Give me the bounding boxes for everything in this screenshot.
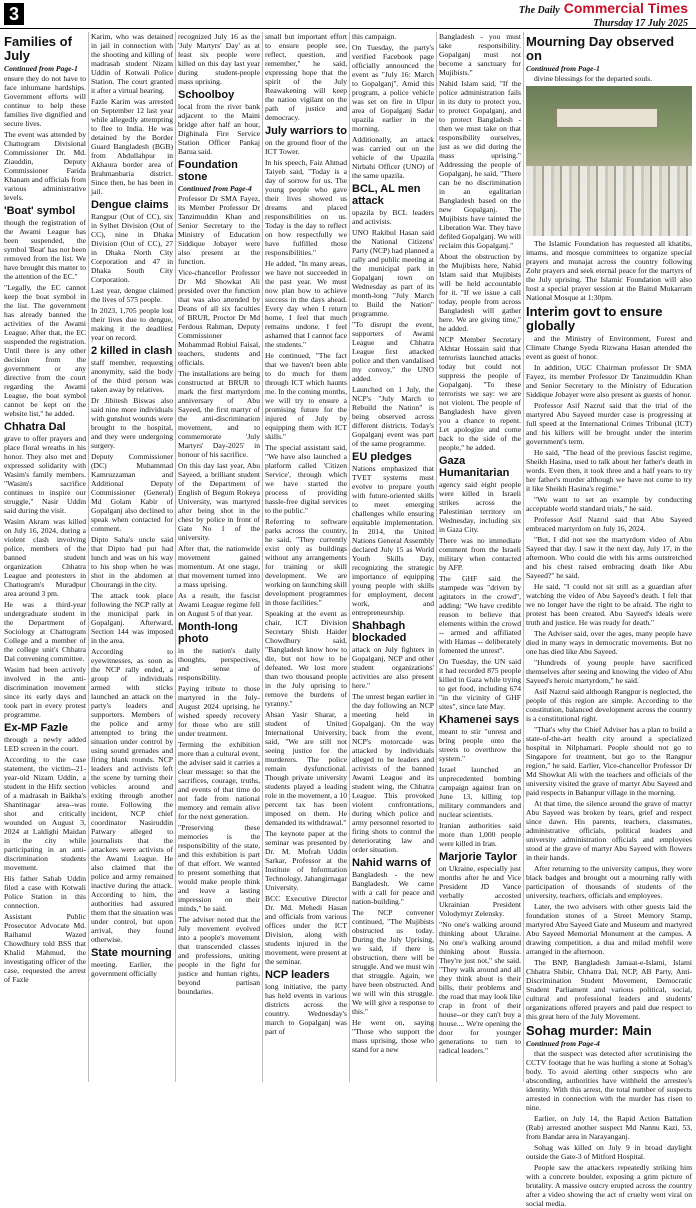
paragraph: UNO Rakibul Hasan said the National Citizens' Party (NCP) had planned a rally and public meeting at the municipal park in Gopalganj town on Wednesday as part of its month-long "July March to Build the Nation" programme. (352, 228, 434, 318)
paragraph: "But, I did not see the martyrdom video of Abu Sayeed that day. I saw it the next day, July 17, in the afternoon. Who could die with his arms outstretched and his chest raised embracing death like Abu Sayeed?" he said. (526, 535, 692, 580)
paragraph: "That's why the Chief Adviser has a plan to build a state-of-the-art health city around a specialized hospital in Nilphamari. People should not go to Singapore for treatment, but go to the Rangpur region," he said. Earlier, Vice-chancellor Professor Dr Md Showkat Ali with the teachers and officials of the university visited the grave of martyr Abu Sayeed and paid respects in Babanpur village in the morning. (526, 725, 692, 797)
headline-mourning-day: Mourning Day observed on (526, 34, 675, 63)
paragraph: Rangpur (Out of CC), six in Sylhet Division (Out of CC), nine in Dhaka Division (Out of CC), 27 in Dhaka North City Corporation and 47 in Dhaka South City Corporation. (91, 212, 173, 284)
paragraph: Professor Asif Nazrul said that Abu Sayeed embraced martyrdom on July 16, 2024. (526, 515, 692, 533)
paragraph: According to eyewitnesses, as soon as the NCP rally ended, a group of individuals armed with sticks launched an attack on the party's leaders and supporters. Members of the police and army attempted to bring the situation under control by using sound grenades and firing blank rounds. NCP leaders and activists left the scene by turning their vehicles around and exiting through another route. Following the incident, NCP chief coordinator Nasiruddin Patwary alleged to journalists that the attackers were activists of the Awami League. He also claimed that the police and army remained inactive during the attack. According to him, the authorities had assured them that the situation was under control, but upon arrival, they found otherwise. (91, 647, 173, 944)
paragraph: Later, the two advisers with other guests laid the foundation stones of a Street Memory Stamp, martyred Abu Sayeed Gate and Museum and martyred Abu Sayeed Memorial Monument at the campus. A drawing competition, a dua and milad mehfil were arranged in the afternoon. (526, 902, 692, 956)
column-1 (4, 32, 86, 1082)
headline-sohag-murder: Sohag murder: Main (526, 1023, 652, 1038)
headline-marjorie-taylor: Marjorie Taylor (439, 851, 518, 863)
paragraph: grave to offer prayers and place floral wreaths in his honor. They also met and expressed solidarity with Wasim's family members. "Wasim's sacrifice continues to inspire our struggle," Nasir Uddin said during the visit. (4, 434, 86, 515)
paragraph: Earlier, on July 14, the Rapid Action Battalion (Rab) arrested another suspect Md Nannu Kazi, 53, from Bandar area in Narayanganj. (526, 1114, 692, 1141)
paragraph: Bangladesh - you must take responsibility. Gopalganj must not become a sanctuary for Mujibists." (439, 32, 521, 77)
right-section (526, 32, 692, 1208)
column-rule (436, 32, 437, 1082)
paragraph: Iranian authorities said more than 1,000 people were killed in Iran. (439, 821, 521, 848)
paragraph: divine blessings for the departed souls. (534, 74, 653, 83)
paragraph: on Ukraine, especially just months after he and Vice President JD Vance verbally accosted Ukrainian President Volodymyr Zelensky. (439, 864, 521, 918)
paragraph: Professor Dr SMA Fayez, its Member Professor Dr Tanzimuddin Khan and Senior Secretary to the Ministry of Education Siddique Jobayer were also present at the function. (178, 194, 260, 266)
paragraph: The GHF said the stampede was "driven by agitators in the crowd", adding: "We have credible reason to believe that elements within the crowd -- armed and affiliated with Hamas -- deliberately fomented the unrest". (439, 574, 521, 655)
headline-boat-symbol: 'Boat' symbol (4, 205, 76, 217)
headline-2-killed-in-clash: 2 killed in clash (91, 345, 173, 357)
paragraph: The keynote paper at the seminar was presented by Dr. M. Mofrah Uddin Sarkar, Professor at the Institute of Information Technology, Jahangirnagar University. (265, 829, 347, 892)
paragraph: Deputy Commissioner (DC) Muhammad Kamruzzaman and Additional Deputy Commissioner (General) Md Golam Kabir of Gopalganj also declined to speak when contacted for comment. (91, 452, 173, 533)
paragraph: "We want to set an example by conducting acceptable world standard trials," he said. (526, 495, 692, 513)
paragraph: Wasim had been actively involved in the anti-discrimination movement since its early days and took part in every protest programme. (4, 665, 86, 719)
paragraph: On this day last year, Abu Sayeed, a brilliant student of the Department of English of Begum Rokeya University, was martyred after being shot in the chest by police in front of Gate No 1 of the university. (178, 461, 260, 542)
right-text (526, 1049, 692, 1208)
headline-khamenei-says: Khamenei says (439, 714, 520, 726)
column-rule (262, 32, 263, 1082)
paragraph: He said, "The head of the previous fascist regime, Sheikh Hasina, used to talk about her father's death in words. Even then, it took three and a half years to try her father's murder although we have not come to try it like Sheikh Hasina's regime." (526, 448, 692, 493)
paragraph: attack on July fighters in Gopalganj, NCP and other student organizations' activities are also present here." (352, 645, 434, 690)
paragraph: Professor Asif Nazrul said that the trial of the martyred Abu Sayeed murder case is progressing at full speed at the International Crimes Tribunal (ICT) and his killers will be brought under the interim government's term. (526, 401, 692, 446)
paragraph: His father Sahab Uddin filed a case with Kotwali Police Station in this connection. (4, 874, 86, 910)
headline-dengue-claims: Dengue claims (91, 199, 169, 211)
paragraph: "Hundreds of young people have sacrificed themselves after seeing and knowing the video of Abu Sayeed's heroic martyrdom," he said. (526, 658, 692, 685)
paragraph: Nations emphasized that TVET systems must evolve to prepare youth with future-oriented skills to meet emerging challenges while ensuring equitable implementation. In 2014, the United Nations General Assembly declared July 15 as World Youth Skills Day, recognizing the strategic importance of equipping young people with skills for employment, decent work, and entrepreneurship. (352, 464, 434, 617)
paragraph: He added, "In many areas, we have not succeeded in the past year. We must now plan how to achieve success in the days ahead. Every day when I return home, I feel that much remains undone. I feel ashamed that I cannot face the students." (265, 259, 347, 349)
paragraph: BCC Executive Director Dr. Md. Mehedi Hasan and officials from various offices under the ICT Division, along with students injured in the movement, were present at the seminar. (265, 894, 347, 966)
paragraph: According to the case statement, the victim--21-year-old Nizam Uddin, a student in the Hifz section of a madrasah in Baikha's Shantinagar area--was shot and critically wounded on August 3, 2024 at Laldighi Maidan in the city while participating in an anti-discrimination students movement. (4, 755, 86, 872)
paragraph: The Adviser said, over the ages, many people have died in many ways in democratic movements. But no one has died like Abu Sayeed. (526, 629, 692, 656)
paragraph: Ahsan Yasir Sharar, a student of United International University, said, "We are still not seeing justice for the murderers. The police remain dysfunctional. Though private university students played a leading role in the movement, a 10 percent tax has been imposed on them. He demanded its withdrawal." (265, 710, 347, 827)
paragraph: and the Ministry of Environment, Forest and Climate Change Syeda Rizwana Hasan attended the event as guest of honor. (526, 334, 692, 361)
paragraph: this campaign. (352, 32, 397, 41)
paragraph: The Islamic Foundation has requested all khatibs, imams, and mosque committees to organize special prayers and munajat across the country following Zohr prayers and seek eternal peace for the martyrs of the July uprising. The Islamic Foundation will also host a special prayer session at the Baitul Mukarram National Mosque at 1:30pm. (526, 239, 692, 302)
continued-label: Continued from Page-4 (526, 1039, 600, 1048)
right-text (526, 334, 692, 1021)
paragraph: On Tuesday, the party's verified Facebook page officially announced the event as "July 16: March to Gopalganj". Amid this program, a police vehicle was set on fire in Ulpur area of Gopalganj Sadar upazila earlier in the morning. (352, 43, 434, 133)
paragraph: Launched on 1 July, the NCP's "July March to Rebuild the Nation" is being observed across different districts. Today's Gopalganj event was part of the same programme. (352, 385, 434, 448)
paragraph: Paying tribute to those martyred in the July-August 2024 uprising, he wished speedy recovery for those who are still under treatment. (178, 684, 260, 738)
masthead-title: Commercial Times (563, 0, 688, 16)
column-rule (175, 32, 176, 1082)
paragraph: NCP Member Secretary Akhtar Hossain said that terrorists launched attacks today but could not suppress the people of Gopalganj. "To these terrorists we say: we are not violent. The people of Bangladesh have given you a chance to repent. Let apologize and come back to the side of the people," he added. (439, 335, 521, 452)
paragraph: At that time, the silence around the grave of martyr Abu Sayeed was broken by tears, grief and respect since dawn. His parents, teachers, classmates, administrative officials, political leaders and university administration officials and employees stood at the grave of martyr Abu Sayeed with flowers in their hands. (526, 799, 692, 862)
paragraph: Sohag was killed on July 9 in broad daylight outside the Gate-3 of Mitford Hospital. (526, 1143, 692, 1161)
headline-shahbagh-blockaded: Shahbagh blockaded (352, 620, 407, 644)
paragraph: "No one's walking around thinking about Ukraine. No one's walking around thinking about Russia. They're just not," she said. "They walk around and all they think about is their bills, their problems and the road that may look like crap in front of their house--or they can't buy a house.... We're opening the door for younger generations to turn to radical leaders." (439, 920, 521, 1055)
column-6 (439, 32, 521, 1082)
paragraph: The adviser noted that the July movement evolved into a people's movement that transcended classes and professions, uniting people in the fight for justice and human rights, beyond partisan boundaries. (178, 915, 260, 996)
paragraph: ensure they do not have to face inhumane hardships. Government efforts will continue to help these families live dignified and secure lives. (4, 74, 86, 128)
paragraph: small but important effort to ensure people see, reflect, question, and remember," he said, expressing hope that the spirit of the July Reawakening will keep the nation vigilant on the path of justice and democracy. (265, 32, 347, 122)
paragraph: Dipto Saha's uncle said that Dipto had put had lunch and was on his way to his shop when he was shot in the abdomen at Chourangi in the city. (91, 535, 173, 589)
paragraph: In addition, UGC Chairman professor Dr SMA Fayez, its member Professor Dr Tanzimuddin Khan and Senior Secretary to the Ministry of Education Siddique Jobayer were also present as guests of honor. (526, 363, 692, 399)
headline-month-long-photo: Month-long photo (178, 621, 238, 645)
headline-chhatra-dal: Chhatra Dal (4, 421, 66, 433)
column-4 (265, 32, 347, 1082)
headline-ncp-leaders: NCP leaders (265, 969, 330, 981)
headline-interim-govt: Interim govt to ensure globally (526, 304, 663, 333)
paragraph: About the obstruction by the Mujibists here, Nahid Islam said that Mujibists will be held accountable for it. "If we issue a call today, people from across Bangladesh will gather here. We are giving time," he added. (439, 252, 521, 333)
headline-bcl-al-attack: BCL, AL men attack (352, 183, 421, 207)
paragraph: recognized July 16 as the 'July Martyrs' Day' as at least six people were killed on this day last year during student-people mass uprising. (178, 32, 260, 86)
paragraph: in the nation's daily thoughts, perspectives, and sense of responsibility. (178, 646, 260, 682)
paragraph: Additionally, an attack was carried out on the vehicle of the Upazila Nirbahi Officer (UNO) of the same upazila. (352, 135, 434, 180)
paragraph: Last year, dengue claimed the lives of 575 people. (91, 286, 173, 304)
photo-banner (556, 108, 658, 128)
paragraph: The unrest began earlier in the day following an NCP meeting held in Gopalganj. On the way back from the event, NCP's motorcade was attacked by individuals alleged to be leaders and activists of the banned Awami League and its student wing, the Chhatra League. This provoked violent confrontations, during which police and army personnel resorted to firing shots to control the deteriorating law and order situation. (352, 692, 434, 854)
paragraph: that the suspect was detected after scrutinising the CCTV footage that he was hurling a stone at Sohag's body. To avoid alerting other suspects who are absconding, authorities have withheld the arrestee's identity. With this arrest, the total number of suspects arrested in connection with the murder has risen to nine. (526, 1049, 692, 1112)
paragraph: Fazle Karim was arrested on September 12 last year while allegedly attempting to flee to India. He was detained by the Border Guard Bangladesh (BGB) from Abdullahpur in Akhaura border area of Brahmanbaria district. Since then, he has been in jail. (91, 97, 173, 196)
paragraph: staff member, requesting anonymity, said the body of the third person was taken away by relatives. (91, 358, 173, 394)
paragraph: "Preserving these memories is the responsibility of the state, and this exhibition is part of that effort. We wanted to present something that would make people think and leave a lasting impression on their minds," he said. (178, 823, 260, 913)
paragraph: There was no immediate comment from the Israeli military when contacted by AFP. (439, 536, 521, 572)
paragraph: As a result, the fascist Awami League regime fell on August 5 of that year. (178, 591, 260, 618)
page-number: 3 (4, 3, 24, 25)
paragraph: long initiative, the party has held events in various districts across the country. Wednesday's march to Gopalganj was part of (265, 982, 347, 1036)
paragraph: meeting. Earlier, the government officially (91, 960, 173, 978)
headline-gaza-humanitarian: Gaza Humanitarian (439, 455, 510, 479)
headline-ex-mp-fazle: Ex-MP Fazle (4, 722, 68, 734)
paragraph: agency said eight people were killed in Israeli strikes across the Palestinian territory on Wednesday, including six in Gaza City. (439, 480, 521, 534)
paragraph: After that, the nationwide movement gained momentum. At one stage, that movement turned into a mass uprising. (178, 544, 260, 589)
paragraph: The attack took place following the NCP rally at the municipal park in Gopalganj. Afterward, Section 144 was imposed in the area. (91, 591, 173, 645)
photo-crowd (526, 166, 692, 236)
headline-july-warriors: July warriors to (265, 125, 347, 137)
column-rule (349, 32, 350, 1082)
paragraph: on the ground floor of the ICT Tower. (265, 138, 347, 156)
paragraph: Israel launched an unprecedented bombing campaign against Iran on June 13, killing top military commanders and nuclear scientists. (439, 765, 521, 819)
column-3 (178, 32, 260, 1082)
paragraph: Wasim Akram was killed on July 16, 2024, during a violent clash involving police, members of the banned student organization Chhatra League and protesters in Chattogram's Muradpur area around 3 pm. (4, 517, 86, 598)
masthead-daily: The Daily (518, 5, 560, 16)
paragraph: In 2023, 1,705 people lost their lives due to dengue, making it the deadliest year on record. (91, 306, 173, 342)
paragraph: People saw the attackers repeatedly striking him with a concrete boulder, exposing a grim picture of brutality. A massive outcry erupted across the country after a video showing the act of cruelty went viral on social media. (526, 1163, 692, 1208)
news-photo (526, 86, 692, 236)
continued-label: Continued from Page-1 (4, 64, 78, 73)
headline-state-mourning: State mourning (91, 947, 172, 959)
paragraph: The special assistant said, "We have also launched a platform called 'Citizen Service', through which we have started the process of providing hassle-free digital services to the public." (265, 443, 347, 515)
paragraph: After returning to the university campus, they wore black badges and brought out a mourning rally with participation of thousands of students of the university, teachers, officials and employees. (526, 864, 692, 900)
paragraph: Referring to software parks across the country, he said, "They currently exist only as buildings without any arrangements for training or skill development. We are working on launching skill development programmes in those facilities." (265, 517, 347, 607)
masthead (0, 0, 696, 29)
paragraph: meant to stir "unrest and bring people onto the streets to overthrow the system." (439, 727, 521, 763)
paragraph: The event was attended by Chattogram Divisional Commissioner Dr. Md. Ziauddin, Deputy Commissioner Farida Khanam and officials from various administrative levels. (4, 130, 86, 202)
paragraph: In his speech, Faiz Ahmad Taiyeb said, "Today is a day of sorrow for us. The young people who gave their lives showed us dreams and placed responsibilities on us. Today is the day to reflect on how respectfully we have fulfilled those responsibilities." (265, 158, 347, 257)
paragraph: The BNP, Bangladesh Jamaat-e-Islami, Islami Chhatra Shibir, Chhatra Dal, NCP, AB Party, Anti-Discrimination Student Movement, Democratic Student Parliament and various political, social, cultural and professional leaders and students' organizations offered prayers and paid due respect to this great hero of the July Movement. (526, 958, 692, 1021)
paragraph: Vice-chancellor Professor Dr Md Showkat Ali presided over the function that was also attended by Deans of all six faculties of BRUR, Proctor Dr Md Ferdous Rahman, Deputy Commissioner Mohammad Robiul Faisal, teachers, students and officials. (178, 268, 260, 367)
paragraph: through a newly added LED screen in the court. (4, 735, 86, 753)
paragraph: He said, "I could not sit still as a guardian after watching the video of Abu Sayeed's death. I felt that we no longer have the right to be afraid. The right to protest has been created. Abu Sayeed's ideals were truth and justice. He was ready for death." (526, 582, 692, 627)
continued-label: Continued from Page-4 (178, 184, 252, 193)
column-2 (91, 32, 173, 1082)
masthead-right (519, 0, 688, 29)
headline-foundation-stone: Foundation stone (178, 159, 238, 183)
column-5 (352, 32, 434, 1082)
paragraph: Speaking at the event as chair, ICT Division Secretary Shish Haider Chowdhury said, "Bangladesh know how to die, but not how to be defeated. We lost more than two thousand people in the July uprising to remove the burdens of tyranny." (265, 609, 347, 708)
paragraph: Nahid Islam said, "If the police administration fails in its duty to protect you, to protect Gopalganj, and to protect Bangladesh - then we must take on that responsibility ourselves, just as we did during the mass uprising." Addressing the people of Gopalganj, he said, "There can be no discrimination in an egalitarian Bangladesh based on the new Gopalganj. The Mujibists have tainted the Liberation War. They have defiled Gopalganj. We will reclaim this Gopalganj." (439, 79, 521, 250)
masthead-date: Thursday 17 July 2025 (593, 18, 688, 29)
paragraph: Dr Jibitesh Biswas also said nine more individuals with gunshot wounds were brought to the hospital, and they were undergoing surgery. (91, 396, 173, 450)
paragraph: though the registration of the Awami League has been suspended, the symbol 'Boat' has not been removed from the list. We have brought this matter to the attention of the EC." (4, 218, 86, 281)
paragraph: He went on, saying "Those who support the mass uprising, those who stand for a new (352, 1018, 434, 1054)
paragraph: Bangladesh - the new Bangladesh. We came with a call for peace and nation-building." (352, 870, 434, 906)
paragraph: On Tuesday, the UN said it had recorded 875 people killed in Gaza while trying to get food, including 674 "in the vicinity of GHF sites", since late May. (439, 657, 521, 711)
right-text (526, 239, 692, 302)
paragraph: The installations are being constructed at BRUR to mark the first martyrdom anniversary of Abu Sayeed, the first martyr of the anti-discrimination movement, and to commemorate 'July Martyrs' Day-2025' in honour of his sacrifice. (178, 369, 260, 459)
paragraph: upazila by BCL leaders and activists. (352, 208, 434, 226)
paragraph: local from the river bank adjacent to the Maini bridge after half an hour, Dighinala Fire Service Station Officer Pankaj Barua said. (178, 102, 260, 156)
paragraph: "Legally, the EC cannot keep the boat symbol in the list. The government has already banned the activities of the Awami League. After that, the EC suspended the registration. Until there is any other decision from the government or any directive from the court regarding the Awami League, the boat symbol cannot be kept on the website list," he added. (4, 283, 86, 418)
paragraph: He was a third-year undergraduate student in the Department of Sociology at Chattogram College and a member of the college unit's Chhatra Dal convening committee. (4, 600, 86, 663)
paragraph: Karim, who was detained in jail in connection with the shooting and killing of madrasah student Nizam Uddin of Kotwali Police Station. The court granted it after a virtual hearing. (91, 32, 173, 95)
paragraph: Asif Nazrul said although Rangpur is neglected, the people of this region are simple. According to the constitution, balanced development across the country is a constitutional right. (526, 687, 692, 723)
headline-eu-pledges: EU pledges (352, 451, 412, 463)
paragraph: The NCP convener continued, "The Mujibists obstructed us today. During the July Uprising, we said, if there is obstruction, there will be struggle. And we must win that struggle. Again, we have been obstructed. And we will win this struggle. We will give a response to this." (352, 908, 434, 1016)
column-rule (523, 32, 524, 1082)
paragraph: "To disrupt the event, supporters of Awami League and Chhatra League first attacked police and then vandalised my convoy," the UNO added. (352, 320, 434, 383)
column-rule (88, 32, 89, 1082)
headline-nahid-warns: Nahid warns of (352, 857, 431, 869)
headline-families-of-july: Families of July (4, 34, 72, 63)
paragraph: He continued, "The fact that we haven't been able to do much for them through ICT which haunts me. In the coming months, we will try to ensure a promising future for the injured of July by equipping them with ICT skills." (265, 351, 347, 441)
headline-schoolboy: Schoolboy (178, 89, 235, 101)
paragraph: Terming the exhibition more than a cultural event, the adviser said it carries a clear message: so that the sacrifices, courage, truths, and events of that time do not fade from national memory and remain alive for the next generation. (178, 740, 260, 821)
continued-label: Continued from Page-1 (526, 64, 600, 73)
paragraph: Assistant Public Prosecutor Advocate Md. Raihanul Wazed Chowdhury told BSS that Khalid Mahmud, the investigating officer of the case, requested the arrest of Fazle (4, 912, 86, 984)
right-text (526, 74, 692, 83)
